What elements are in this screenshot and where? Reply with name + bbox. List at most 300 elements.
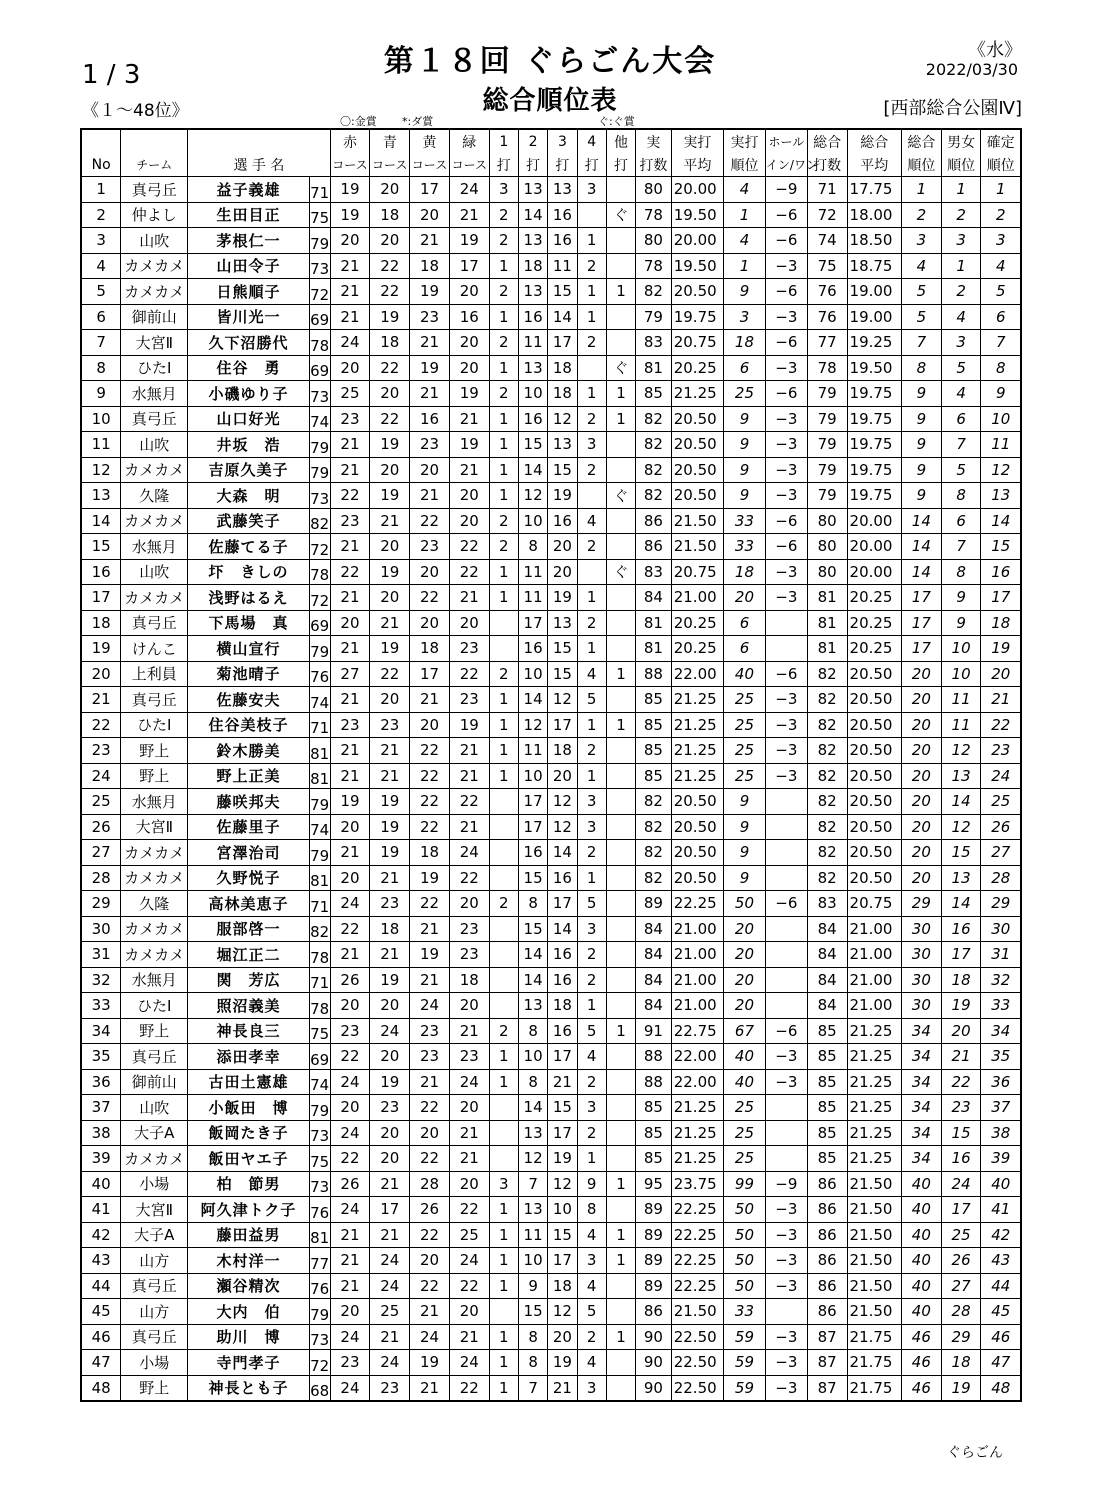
total-rank-cell: 46 [901,1350,941,1376]
green-course-cell: 22 [449,1273,489,1299]
stroke-4-cell: 4 [577,661,606,687]
stroke-other-cell [606,1146,635,1172]
hole-in-one-cell: −6 [765,202,807,228]
red-course-cell: 24 [330,1324,370,1350]
total-strokes-cell: 83 [807,891,847,917]
player-name-cell: 小磯ゆり子 [188,381,309,407]
hole-in-one-cell: −3 [765,559,807,585]
total-strokes-cell: 76 [807,279,847,305]
final-rank-cell: 4 [981,253,1021,279]
team-cell: 山吹 [121,432,188,458]
stroke-1-cell [489,865,518,891]
final-rank-cell: 18 [981,610,1021,636]
header-total-rank: 順位 [901,153,941,177]
stroke-4-cell: 2 [577,406,606,432]
team-cell: カメカメ [121,253,188,279]
stroke-other-cell [606,1197,635,1223]
hole-in-one-cell: −3 [765,355,807,381]
total-average-cell: 20.50 [847,840,901,866]
team-cell: 水無月 [121,381,188,407]
rank-no-cell: 9 [81,381,121,407]
rank-no-cell: 32 [81,967,121,993]
actual-strokes-cell: 89 [636,1222,672,1248]
hole-in-one-cell: −6 [765,534,807,560]
stroke-1-cell: 2 [489,279,518,305]
hole-in-one-cell: −9 [765,177,807,203]
stroke-4-cell: 1 [577,279,606,305]
total-strokes-cell: 81 [807,636,847,662]
team-cell: カメカメ [121,585,188,611]
total-strokes-cell: 80 [807,508,847,534]
stroke-2-cell: 7 [518,1375,547,1401]
yellow-course-cell: 22 [410,891,450,917]
stroke-3-cell: 11 [548,253,577,279]
stroke-2-cell: 17 [518,814,547,840]
stroke-4-cell: 2 [577,1069,606,1095]
total-rank-cell: 8 [901,355,941,381]
gender-rank-cell: 21 [941,1044,981,1070]
stroke-2-cell: 18 [518,253,547,279]
age-cell: 79 [309,1299,330,1325]
red-course-cell: 21 [330,763,370,789]
actual-strokes-cell: 80 [636,177,672,203]
table-row [81,1197,1021,1223]
actual-rank-cell: 50 [724,1222,766,1248]
actual-strokes-cell: 86 [636,534,672,560]
total-average-cell: 21.50 [847,1299,901,1325]
final-rank-cell: 16 [981,559,1021,585]
stroke-4-cell: 4 [577,1273,606,1299]
stroke-2-cell: 15 [518,916,547,942]
rank-no-cell: 28 [81,865,121,891]
final-rank-cell: 38 [981,1120,1021,1146]
actual-rank-cell: 40 [724,661,766,687]
rank-no-cell: 40 [81,1171,121,1197]
stroke-4-cell: 2 [577,253,606,279]
stroke-4-cell: 2 [577,1120,606,1146]
actual-average-cell: 21.00 [671,967,723,993]
gender-rank-cell: 10 [941,661,981,687]
stroke-other-cell [606,687,635,713]
final-rank-cell: 15 [981,534,1021,560]
actual-average-cell: 21.25 [671,1095,723,1121]
gender-rank-cell: 8 [941,483,981,509]
total-strokes-cell: 86 [807,1299,847,1325]
total-rank-cell: 20 [901,789,941,815]
blue-course-cell: 22 [370,406,410,432]
blue-course-cell: 19 [370,304,410,330]
red-course-cell: 24 [330,1197,370,1223]
rank-no-cell: 24 [81,763,121,789]
green-course-cell: 16 [449,304,489,330]
green-course-cell: 19 [449,228,489,254]
actual-rank-cell: 67 [724,1018,766,1044]
green-course-cell: 24 [449,1248,489,1274]
actual-average-cell: 20.50 [671,840,723,866]
rank-no-cell: 11 [81,432,121,458]
total-average-cell: 21.25 [847,1095,901,1121]
age-cell: 75 [309,202,330,228]
stroke-other-cell [606,840,635,866]
age-cell: 69 [309,1044,330,1070]
total-average-cell: 20.50 [847,865,901,891]
red-course-cell: 24 [330,330,370,356]
stroke-other-cell [606,1350,635,1376]
red-course-cell: 21 [330,636,370,662]
total-rank-cell: 40 [901,1197,941,1223]
total-rank-cell: 3 [901,228,941,254]
venue: [西部総合公園Ⅳ] [883,98,1022,119]
table-row [81,1222,1021,1248]
actual-rank-cell: 9 [724,432,766,458]
red-course-cell: 24 [330,891,370,917]
red-course-cell: 23 [330,712,370,738]
rank-no-cell: 8 [81,355,121,381]
green-course-cell: 20 [449,483,489,509]
total-strokes-cell: 75 [807,253,847,279]
stroke-3-cell: 18 [548,993,577,1019]
yellow-course-cell: 22 [410,738,450,764]
final-rank-cell: 9 [981,381,1021,407]
yellow-course-cell: 23 [410,534,450,560]
stroke-4-cell: 3 [577,432,606,458]
hole-in-one-cell [765,865,807,891]
table-row [81,177,1021,203]
stroke-3-cell: 15 [548,661,577,687]
yellow-course-cell: 24 [410,993,450,1019]
table-row [81,406,1021,432]
green-course-cell: 21 [449,814,489,840]
green-course-cell: 22 [449,865,489,891]
age-cell: 79 [309,432,330,458]
stroke-4-cell: 4 [577,1222,606,1248]
total-strokes-cell: 87 [807,1350,847,1376]
table-row [81,1018,1021,1044]
age-cell: 71 [309,712,330,738]
player-name-cell: 藤田益男 [188,1222,309,1248]
player-name-cell: 茅根仁一 [188,228,309,254]
rank-no-cell: 43 [81,1248,121,1274]
stroke-4-cell: 8 [577,1197,606,1223]
total-average-cell: 21.25 [847,1146,901,1172]
hole-in-one-cell: −3 [765,1069,807,1095]
player-name-cell: 瀬谷精次 [188,1273,309,1299]
total-rank-cell: 46 [901,1324,941,1350]
player-name-cell: 大内 伯 [188,1299,309,1325]
green-course-cell: 22 [449,559,489,585]
blue-course-cell: 20 [370,534,410,560]
actual-rank-cell: 20 [724,967,766,993]
total-rank-cell: 20 [901,814,941,840]
total-average-cell: 19.75 [847,406,901,432]
stroke-2-cell: 11 [518,1222,547,1248]
player-name-cell: 皆川光一 [188,304,309,330]
stroke-1-cell: 1 [489,1069,518,1095]
header-stroke-other-top: 他 [606,129,635,153]
player-name-cell: 大森 明 [188,483,309,509]
stroke-1-cell: 3 [489,1171,518,1197]
red-course-cell: 20 [330,610,370,636]
rank-no-cell: 47 [81,1350,121,1376]
gender-rank-cell: 11 [941,712,981,738]
actual-rank-cell: 59 [724,1324,766,1350]
total-rank-cell: 46 [901,1375,941,1401]
green-course-cell: 23 [449,916,489,942]
actual-rank-cell: 6 [724,636,766,662]
header-team-top [121,129,188,153]
green-course-cell: 24 [449,1069,489,1095]
stroke-other-cell [606,967,635,993]
stroke-3-cell: 20 [548,763,577,789]
blue-course-cell: 21 [370,763,410,789]
stroke-4-cell: 1 [577,585,606,611]
total-average-cell: 20.50 [847,814,901,840]
header-stroke-2: 打 [518,153,547,177]
table-row [81,865,1021,891]
actual-average-cell: 22.75 [671,1018,723,1044]
hole-in-one-cell [765,840,807,866]
age-cell: 69 [309,304,330,330]
total-average-cell: 19.50 [847,355,901,381]
actual-rank-cell: 33 [724,508,766,534]
stroke-1-cell: 1 [489,1375,518,1401]
age-cell: 81 [309,865,330,891]
age-cell: 76 [309,661,330,687]
age-cell: 73 [309,1324,330,1350]
total-rank-cell: 20 [901,840,941,866]
yellow-course-cell: 28 [410,1171,450,1197]
green-course-cell: 20 [449,1171,489,1197]
team-cell: カメカメ [121,840,188,866]
stroke-4-cell: 1 [577,228,606,254]
actual-rank-cell: 20 [724,942,766,968]
table-row [81,967,1021,993]
green-course-cell: 20 [449,891,489,917]
actual-average-cell: 20.00 [671,228,723,254]
blue-course-cell: 19 [370,483,410,509]
header-actual-avg-top: 実打 [671,129,723,153]
stroke-4-cell: 2 [577,330,606,356]
table-header [81,129,1021,177]
total-strokes-cell: 82 [807,763,847,789]
team-cell: 御前山 [121,1069,188,1095]
actual-rank-cell: 18 [724,559,766,585]
gender-rank-cell: 29 [941,1324,981,1350]
team-cell: 真弓丘 [121,610,188,636]
stroke-other-cell: 1 [606,1222,635,1248]
age-cell: 72 [309,279,330,305]
table-row [81,661,1021,687]
final-rank-cell: 32 [981,967,1021,993]
actual-strokes-cell: 82 [636,483,672,509]
total-strokes-cell: 87 [807,1324,847,1350]
age-cell: 69 [309,355,330,381]
red-course-cell: 24 [330,1120,370,1146]
table-row [81,585,1021,611]
actual-average-cell: 21.50 [671,534,723,560]
team-cell: 大宮Ⅱ [121,1197,188,1223]
actual-strokes-cell: 82 [636,865,672,891]
green-course-cell: 24 [449,840,489,866]
stroke-2-cell: 13 [518,1120,547,1146]
total-strokes-cell: 79 [807,432,847,458]
gender-rank-cell: 1 [941,177,981,203]
hole-in-one-cell: −6 [765,891,807,917]
red-course-cell: 21 [330,840,370,866]
stroke-1-cell [489,1299,518,1325]
red-course-cell: 21 [330,942,370,968]
final-rank-cell: 19 [981,636,1021,662]
player-name-cell: 添田孝幸 [188,1044,309,1070]
stroke-other-cell [606,1273,635,1299]
stroke-2-cell: 15 [518,865,547,891]
stroke-1-cell: 2 [489,508,518,534]
header-stroke-3-top: 3 [548,129,577,153]
stroke-4-cell: 1 [577,381,606,407]
red-course-cell: 21 [330,1248,370,1274]
table-row [81,993,1021,1019]
age-cell: 78 [309,330,330,356]
total-strokes-cell: 81 [807,585,847,611]
hole-in-one-cell: −3 [765,1197,807,1223]
age-cell: 74 [309,1069,330,1095]
actual-strokes-cell: 85 [636,381,672,407]
header-actual-rank-top: 実打 [724,129,766,153]
yellow-course-cell: 20 [410,1120,450,1146]
gender-rank-cell: 19 [941,1375,981,1401]
stroke-3-cell: 16 [548,228,577,254]
actual-rank-cell: 25 [724,381,766,407]
stroke-4-cell: 3 [577,814,606,840]
stroke-2-cell: 16 [518,840,547,866]
yellow-course-cell: 20 [410,1248,450,1274]
gender-rank-cell: 26 [941,1248,981,1274]
header-red-course-top: 赤 [330,129,370,153]
gender-rank-cell: 25 [941,1222,981,1248]
blue-course-cell: 22 [370,355,410,381]
red-course-cell: 20 [330,1299,370,1325]
stroke-other-cell: ぐ [606,559,635,585]
yellow-course-cell: 22 [410,508,450,534]
red-course-cell: 19 [330,177,370,203]
header-actual-avg: 平均 [671,153,723,177]
green-course-cell: 21 [449,585,489,611]
age-cell: 78 [309,942,330,968]
stroke-2-cell: 10 [518,763,547,789]
total-strokes-cell: 85 [807,1095,847,1121]
hole-in-one-cell: −3 [765,585,807,611]
age-cell: 74 [309,814,330,840]
team-cell: 山吹 [121,559,188,585]
total-rank-cell: 5 [901,279,941,305]
actual-strokes-cell: 86 [636,1299,672,1325]
stroke-other-cell: 1 [606,1248,635,1274]
blue-course-cell: 17 [370,1197,410,1223]
team-cell: 小場 [121,1350,188,1376]
header-gender-rank-top: 男女 [941,129,981,153]
actual-average-cell: 21.00 [671,993,723,1019]
stroke-1-cell: 2 [489,1018,518,1044]
table-row [81,355,1021,381]
red-course-cell: 23 [330,1350,370,1376]
red-course-cell: 21 [330,738,370,764]
total-rank-cell: 29 [901,891,941,917]
rank-no-cell: 41 [81,1197,121,1223]
stroke-other-cell [606,228,635,254]
total-rank-cell: 7 [901,330,941,356]
table-row [81,508,1021,534]
rank-no-cell: 6 [81,304,121,330]
final-rank-cell: 11 [981,432,1021,458]
total-rank-cell: 20 [901,738,941,764]
hole-in-one-cell [765,942,807,968]
yellow-course-cell: 18 [410,253,450,279]
total-average-cell: 19.75 [847,457,901,483]
player-name-cell: 柏 節男 [188,1171,309,1197]
yellow-course-cell: 21 [410,1069,450,1095]
stroke-1-cell [489,1120,518,1146]
player-name-cell: 武藤笑子 [188,508,309,534]
stroke-2-cell: 17 [518,610,547,636]
actual-strokes-cell: 82 [636,457,672,483]
total-strokes-cell: 84 [807,967,847,993]
actual-rank-cell: 20 [724,585,766,611]
hole-in-one-cell: −6 [765,330,807,356]
actual-rank-cell: 6 [724,355,766,381]
red-course-cell: 21 [330,304,370,330]
hole-in-one-cell: −3 [765,1044,807,1070]
stroke-4-cell: 1 [577,712,606,738]
total-average-cell: 20.00 [847,508,901,534]
hole-in-one-cell: −6 [765,381,807,407]
stroke-2-cell: 14 [518,942,547,968]
rank-no-cell: 12 [81,457,121,483]
player-name-cell: 菊池晴子 [188,661,309,687]
stroke-1-cell: 2 [489,891,518,917]
rank-no-cell: 30 [81,916,121,942]
red-course-cell: 25 [330,381,370,407]
actual-rank-cell: 1 [724,202,766,228]
green-course-cell: 22 [449,1375,489,1401]
age-cell: 73 [309,253,330,279]
table-row [81,1069,1021,1095]
total-strokes-cell: 86 [807,1248,847,1274]
player-name-cell: 益子義雄 [188,177,309,203]
stroke-3-cell: 13 [548,177,577,203]
final-rank-cell: 12 [981,457,1021,483]
age-cell: 75 [309,1018,330,1044]
team-cell: 久隆 [121,891,188,917]
table-row [81,1350,1021,1376]
header-yellow-course-top: 黄 [410,129,450,153]
stroke-3-cell: 13 [548,610,577,636]
actual-average-cell: 21.25 [671,1120,723,1146]
hole-in-one-cell [765,1120,807,1146]
total-average-cell: 20.50 [847,738,901,764]
age-cell: 79 [309,228,330,254]
header-yellow-course: コース [410,153,450,177]
total-average-cell: 21.75 [847,1375,901,1401]
stroke-2-cell: 10 [518,1044,547,1070]
actual-strokes-cell: 82 [636,814,672,840]
green-course-cell: 19 [449,381,489,407]
player-name-cell: 圷 きしの [188,559,309,585]
actual-average-cell: 22.50 [671,1350,723,1376]
rank-no-cell: 7 [81,330,121,356]
blue-course-cell: 19 [370,559,410,585]
stroke-3-cell: 16 [548,942,577,968]
player-name-cell: 神長良三 [188,1018,309,1044]
